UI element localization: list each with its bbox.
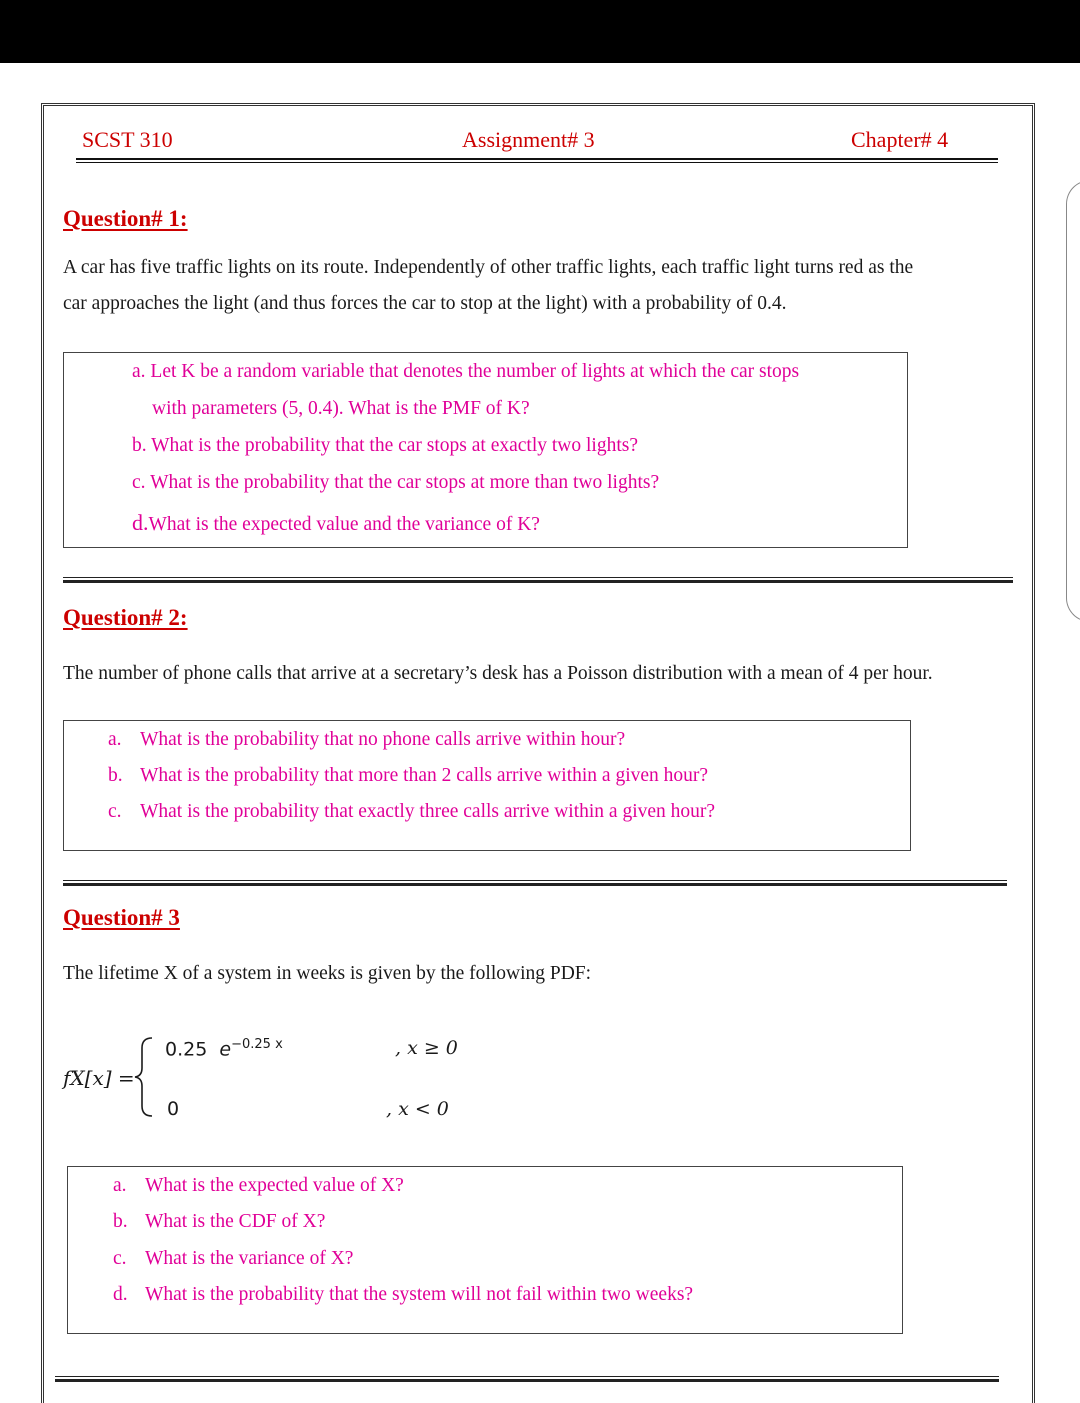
q1-item-a-cont-text: with parameters (5, 0.4). What is the PMF of K?: [152, 398, 530, 419]
section-divider-1: [63, 577, 1013, 578]
pdf-case1-base: e: [219, 1038, 232, 1061]
pdf-case1-condition: , x ≥ 0: [395, 1037, 458, 1059]
q3-item-d-text: What is the probability that the system will not fail within two weeks?: [145, 1284, 694, 1305]
q1-item-a-text: Let K be a random variable that denotes the number of lights at which the car stops: [150, 361, 800, 382]
q1-item-a: [132, 361, 799, 383]
pdf-case1-coef: 0.25: [165, 1038, 208, 1061]
q2-item-c-label: c.: [108, 801, 122, 822]
q2-item-b-text: What is the probability that more than 2 calls arrive within a given hour?: [140, 765, 709, 786]
q2-item-a-text: What is the probability that no phone calls arrive within hour?: [140, 729, 626, 750]
q3-item-a: [113, 1175, 404, 1197]
q3-item-a-label: a.: [113, 1175, 127, 1196]
q1-item-b: [132, 435, 638, 457]
question-2-text: The number of phone calls that arrive at a secretary’s desk has a Poisson distribution with a mean of 4 per hour.: [63, 663, 933, 684]
pdf-case2-value: 0: [167, 1098, 180, 1120]
question-1-title: Question# 1:: [63, 206, 188, 231]
q3-item-b-text: What is the CDF of X?: [145, 1211, 326, 1232]
header-rule: [76, 158, 998, 160]
question-2-title: Question# 2:: [63, 605, 188, 630]
q3-item-c-label: c.: [113, 1248, 127, 1269]
q1-item-b-text: What is the probability that the car stops at exactly two lights?: [151, 435, 638, 456]
header-rule-thin: [76, 162, 998, 163]
q2-item-b: [108, 765, 708, 787]
q2-item-a: [108, 729, 625, 751]
section-divider-1-thick: [63, 580, 1013, 583]
question-1-text-line2: car approaches the light (and thus forces the car to stop at the light) with a probability of 0.4.: [63, 293, 787, 314]
q1-item-c-text: What is the probability that the car stops at more than two lights?: [150, 472, 660, 493]
pdf-lhs: fX[x] =: [63, 1066, 135, 1090]
q1-item-d: [132, 510, 540, 536]
section-divider-2: [63, 880, 1007, 881]
q2-item-c: [108, 801, 715, 823]
q3-item-b-label: b.: [113, 1211, 128, 1232]
assignment-number: Assignment# 3: [462, 127, 595, 152]
question-1-text-line1: A car has five traffic lights on its route. Independently of other traffic lights, each traffic light turns red as the: [63, 257, 914, 278]
q1-item-b-label: b.: [132, 435, 147, 456]
q3-item-d-label: d.: [113, 1284, 128, 1305]
q1-item-d-text: What is the expected value and the variance of K?: [148, 514, 540, 535]
pdf-case1-expr: [165, 1037, 283, 1060]
q1-item-c: [132, 472, 659, 494]
q3-item-c-text: What is the variance of X?: [145, 1248, 354, 1269]
q2-item-a-label: a.: [108, 729, 122, 750]
course-code: SCST 310: [82, 127, 173, 152]
q3-item-d: [113, 1284, 693, 1306]
q2-item-c-text: What is the probability that exactly three calls arrive within a given hour?: [140, 801, 716, 822]
top-black-bar: [0, 0, 1080, 63]
question-3-text: The lifetime X of a system in weeks is given by the following PDF:: [63, 963, 592, 984]
q3-item-b: [113, 1211, 325, 1233]
q1-item-a-label: a.: [132, 361, 146, 382]
section-divider-3: [55, 1376, 999, 1377]
q1-item-a-cont: [152, 398, 530, 420]
pdf-case1-exponent: −0.25 x: [231, 1037, 283, 1052]
q1-item-c-label: c.: [132, 472, 146, 493]
section-divider-2-thick: [63, 883, 1007, 886]
q3-item-a-text: What is the expected value of X?: [145, 1175, 404, 1196]
q2-item-b-label: b.: [108, 765, 123, 786]
pdf-brace: [132, 1036, 156, 1118]
section-divider-3-thick: [55, 1379, 999, 1382]
page-edge-curve: [1066, 180, 1080, 622]
q1-item-d-label: d.: [132, 510, 149, 535]
pdf-case2-condition: , x < 0: [386, 1098, 449, 1120]
q3-item-c: [113, 1248, 353, 1270]
chapter-number: Chapter# 4: [851, 127, 949, 152]
question-3-title: Question# 3: [63, 905, 180, 930]
